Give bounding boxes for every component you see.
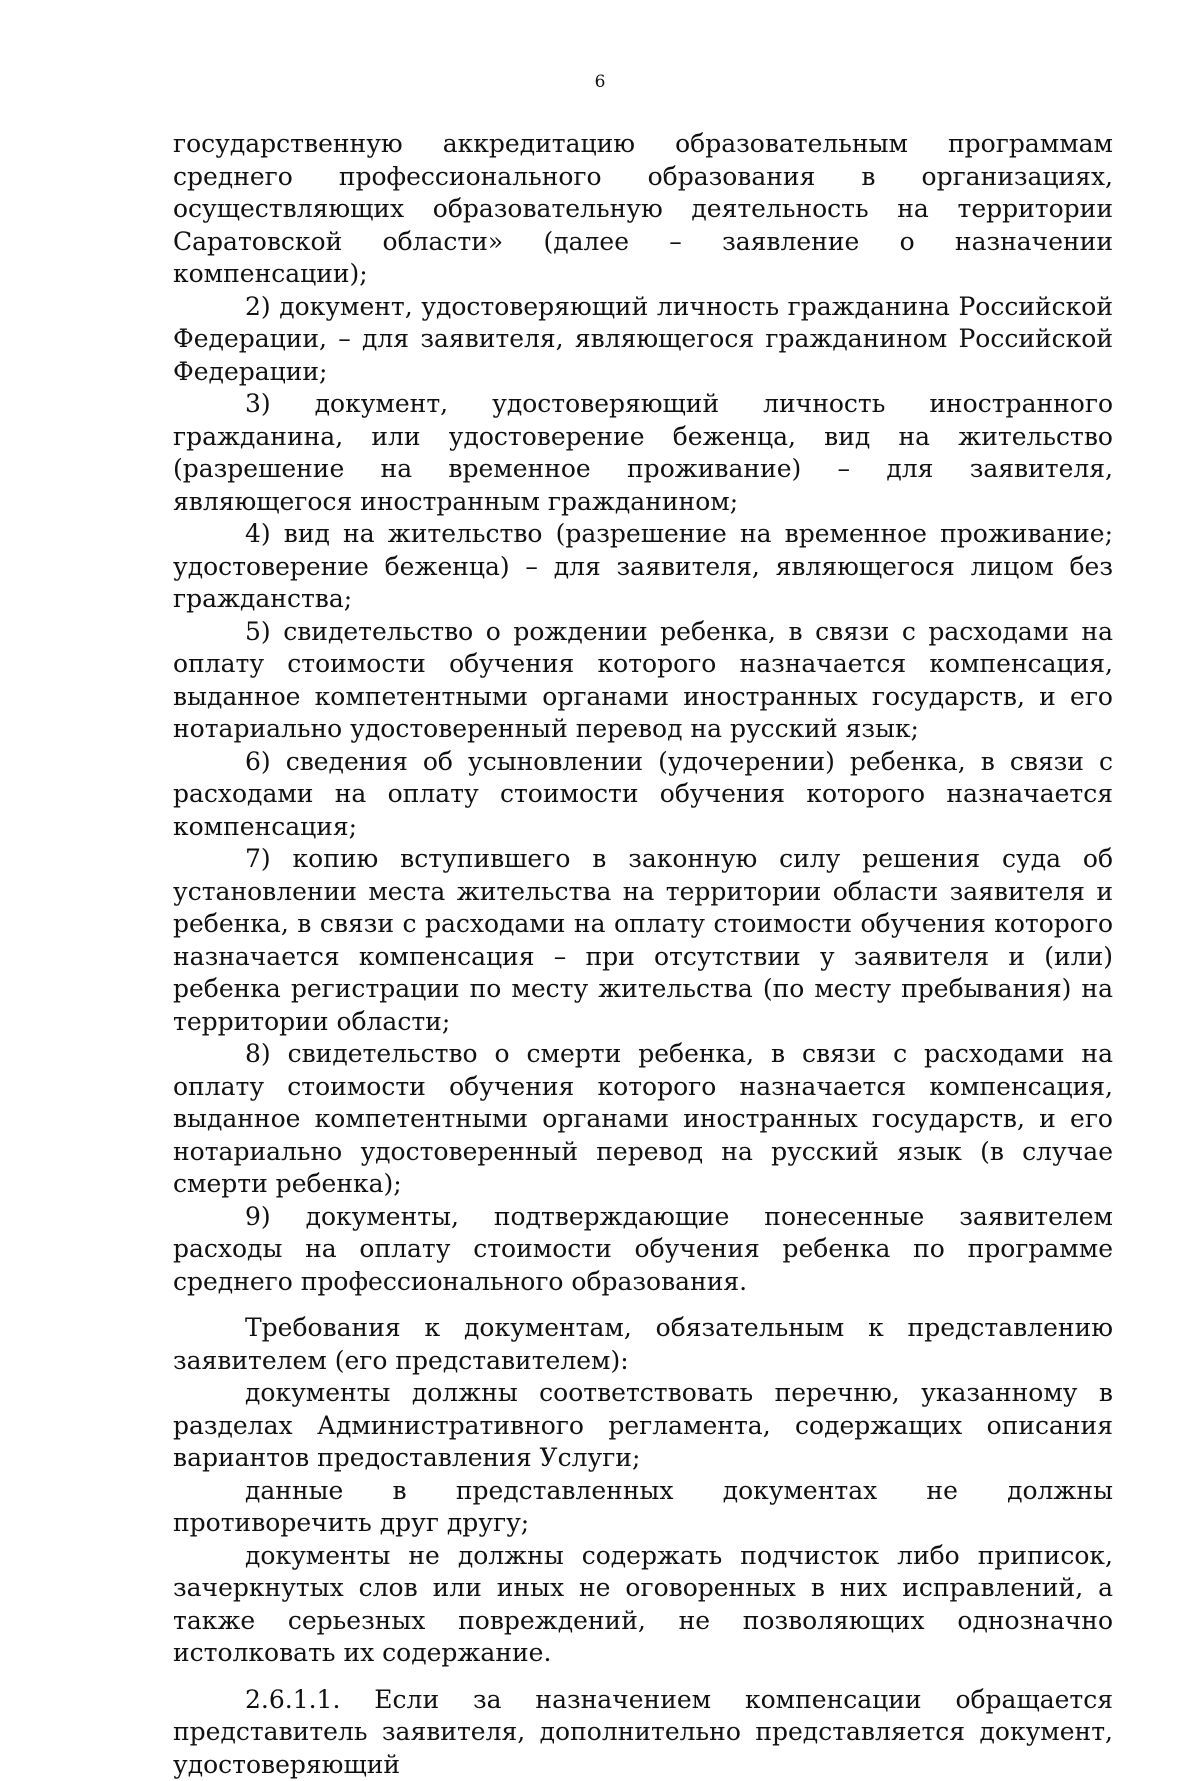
list-item-4: 4) вид на жительство (разрешение на временное проживание; удостоверение беженца) – для заявителя, являющегося лицом без гражданства; <box>173 518 1113 616</box>
list-item-8: 8) свидетельство о смерти ребенка, в связи с расходами на оплату стоимости обучения которого назначается компенсация, выданное компетентными органами иностранных государств, и его нотариально удостоверенный перевод на русский язык (в случае смерти ребенка); <box>173 1038 1113 1201</box>
list-item-9: 9) документы, подтверждающие понесенные заявителем расходы на оплату стоимости обучения ребенка по программе среднего профессионального образования. <box>173 1201 1113 1299</box>
list-item-6: 6) сведения об усыновлении (удочерении) ребенка, в связи с расходами на оплату стоимости обучения которого назначается компенсация; <box>173 746 1113 844</box>
requirements-heading-paragraph: Требования к документам, обязательным к представлению заявителем (его представителем): <box>173 1312 1113 1377</box>
list-item-3: 3) документ, удостоверяющий личность иностранного гражданина, или удостоверение беженца, вид на жительство (разрешение на временное проживание) – для заявителя, являющегося иностранным гражданином; <box>173 388 1113 518</box>
list-item-7: 7) копию вступившего в законную силу решения суда об установлении места жительства на территории области заявителя и ребенка, в связи с расходами на оплату стоимости обучения которого назначается компенсация – при отсутствии у заявителя и (или) ребенка регистрации по месту жительства (по месту пребывания) на территории области; <box>173 843 1113 1038</box>
list-item-2: 2) документ, удостоверяющий личность гражданина Российской Федерации, – для заявителя, являющегося гражданином Российской Федерации; <box>173 291 1113 389</box>
requirement-3: документы не должны содержать подчисток либо приписок, зачеркнутых слов или иных не оговоренных в них исправлений, а также серьезных повреждений, не позволяющих однозначно истолковать их содержание. <box>173 1540 1113 1670</box>
page-number: 6 <box>0 72 1200 92</box>
requirement-1: документы должны соответствовать перечню, указанному в разделах Административного регламента, содержащих описания вариантов предоставления Услуги; <box>173 1377 1113 1475</box>
section-2-6-1-1: 2.6.1.1. Если за назначением компенсации обращается представитель заявителя, дополнительно представляется документ, удостоверяющий <box>173 1684 1113 1781</box>
document-body <box>173 128 1113 1781</box>
paragraph-continuation: государственную аккредитацию образовательным программам среднего профессионального образования в организациях, осуществляющих образовательную деятельность на территории Саратовской области» (далее – заявление о назначении компенсации); <box>173 128 1113 291</box>
list-item-5: 5) свидетельство о рождении ребенка, в связи с расходами на оплату стоимости обучения которого назначается компенсация, выданное компетентными органами иностранных государств, и его нотариально удостоверенный перевод на русский язык; <box>173 616 1113 746</box>
requirement-2: данные в представленных документах не должны противоречить друг другу; <box>173 1475 1113 1540</box>
